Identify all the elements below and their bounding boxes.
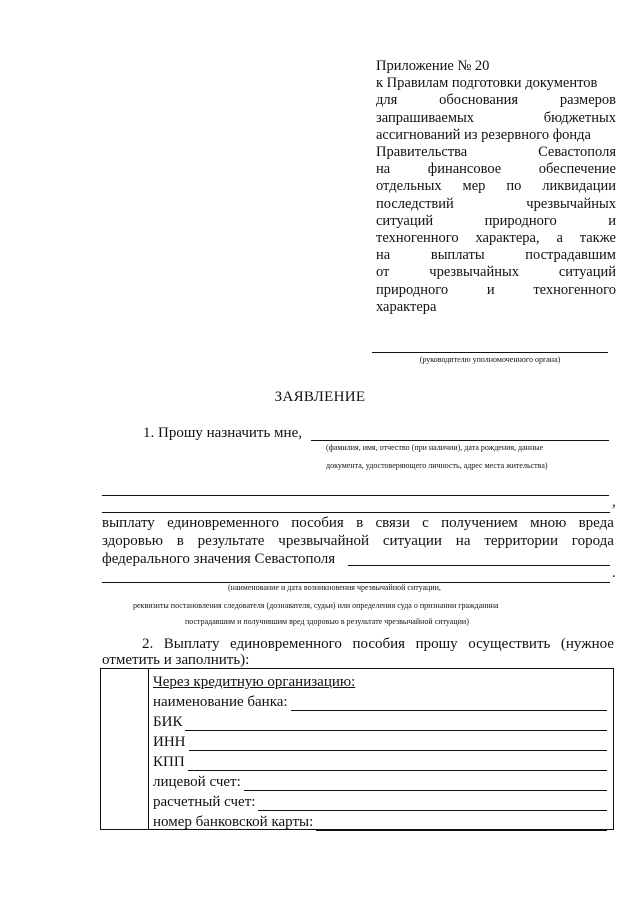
appendix-word: мер [462, 178, 486, 195]
word: прошу [415, 636, 458, 652]
appendix-line [376, 230, 616, 247]
document-title: ЗАЯВЛЕНИЕ [274, 389, 366, 405]
appendix-word: и [486, 281, 495, 298]
bank-heading: Через кредитную организацию: [153, 674, 356, 690]
appendix-word: по [506, 178, 522, 195]
emergency-caption-3: пострадавшим и получившим вред здоровью в результате чрезвычайной ситуации) [185, 617, 469, 626]
appendix-word: чрезвычайных [429, 264, 519, 281]
word: города [571, 533, 614, 549]
emergency-field-line-2[interactable] [102, 568, 610, 583]
bik-field[interactable] [185, 717, 607, 731]
request-label: 1. Прошу назначить мне, [143, 425, 302, 441]
appendix-line [376, 144, 616, 161]
kpp-row [153, 751, 607, 771]
recipient-caption: (руководителю уполномоченного органа) [419, 355, 561, 364]
appendix-word: и [608, 212, 616, 229]
word: единовременного [230, 636, 342, 652]
word: территории [484, 533, 558, 549]
settlement-account-field[interactable] [258, 797, 607, 811]
appendix-word: чрезвычайных [526, 195, 616, 212]
inn-field[interactable] [189, 737, 608, 751]
appendix-word: также [579, 230, 616, 247]
word: в [356, 515, 364, 531]
appendix-line [376, 161, 616, 178]
word: Выплату [163, 636, 220, 652]
word: 2. [142, 636, 154, 652]
word: с [422, 515, 429, 531]
personal-account-label: лицевой счет: [153, 774, 241, 790]
bank-name-label: наименование банка: [153, 694, 288, 710]
appendix-line [376, 247, 616, 264]
appendix-word: обеспечение [538, 161, 616, 178]
word: единовременного [167, 515, 279, 531]
appendix-word: размеров [559, 92, 616, 109]
bank-name-row [153, 691, 607, 711]
appendix-line [376, 178, 616, 195]
section2-line-2: отметить и заполнить): [102, 652, 250, 668]
appendix-word: ситуаций [558, 264, 616, 281]
text-line-3: федерального значения Севастополя [102, 551, 336, 567]
text-line-1 [102, 515, 614, 532]
payment-table [100, 668, 614, 830]
applicant-field[interactable] [311, 426, 609, 441]
word: на [455, 533, 471, 549]
inn-row [153, 731, 607, 751]
appendix-word: бюджетных [543, 109, 616, 126]
appendix-word: характера, [475, 230, 540, 247]
appendix-line [376, 264, 616, 281]
emergency-caption-1: (наименование и дата возникновения чрезвычайной ситуации, [228, 583, 441, 592]
applicant-field-line-3[interactable] [102, 498, 610, 513]
card-number-label: номер банковской карты: [153, 814, 314, 830]
appendix-line: к Правилам подготовки документов [376, 75, 598, 92]
comma-mark: , [612, 494, 616, 510]
word: выплату [102, 515, 155, 531]
appendix-word: техногенного [533, 281, 616, 298]
bank-name-field[interactable] [291, 697, 607, 711]
word: в [176, 533, 184, 549]
bik-row [153, 711, 607, 731]
appendix-line: характера [376, 298, 437, 315]
settlement-account-row [153, 791, 607, 811]
emergency-caption-2: реквизиты постановления следователя (дознавателя, судьи) или определения суда о признании гражданина [133, 601, 499, 610]
appendix-line [376, 196, 616, 213]
appendix-word: Севастополя [538, 144, 616, 161]
appendix-word: отдельных [376, 178, 442, 195]
word: вреда [578, 515, 614, 531]
person-caption-2: документа, удостоверяющего личность, адрес места жительства) [326, 461, 548, 470]
applicant-field-line-2[interactable] [102, 481, 609, 496]
settlement-account-label: расчетный счет: [153, 794, 256, 810]
word: осуществить [468, 636, 551, 652]
appendix-line: ассигнований из резервного фонда [376, 126, 591, 143]
kpp-field[interactable] [188, 757, 607, 771]
appendix-word: финансовое [427, 161, 502, 178]
word: результате [197, 533, 265, 549]
word: мною [530, 515, 567, 531]
payment-method-checkbox[interactable] [101, 669, 149, 829]
appendix-line [376, 282, 616, 299]
appendix-word: ситуаций [376, 212, 434, 229]
word: чрезвычайной [278, 533, 370, 549]
word: ситуации [382, 533, 442, 549]
word: пособия [291, 515, 344, 531]
period-mark: . [612, 565, 616, 581]
appendix-line: Приложение № 20 [376, 58, 490, 74]
appendix-word: техногенного [376, 230, 459, 247]
appendix-word: а [556, 230, 563, 247]
appendix-word: запрашиваемых [376, 109, 475, 126]
appendix-word: выплаты [430, 247, 485, 264]
appendix-word: ликвидации [542, 178, 616, 195]
recipient-line[interactable] [372, 352, 608, 353]
card-number-row [153, 811, 607, 831]
word: (нужное [560, 636, 614, 652]
word: пособия [352, 636, 406, 652]
appendix-word: на [376, 161, 391, 178]
bank-heading-row [153, 671, 607, 691]
appendix-word: обоснования [439, 92, 519, 109]
appendix-word: для [376, 92, 398, 109]
personal-account-field[interactable] [244, 777, 607, 791]
emergency-field[interactable] [348, 551, 610, 566]
appendix-word: Правительства [376, 144, 468, 161]
appendix-line [376, 213, 616, 230]
card-number-field[interactable] [316, 817, 607, 831]
section2-line-1 [142, 636, 614, 653]
personal-account-row [153, 771, 607, 791]
appendix-word: природного [484, 212, 557, 229]
appendix-word: природного [376, 281, 449, 298]
text-line-2 [102, 533, 614, 550]
appendix-word: от [376, 264, 390, 281]
bik-label: БИК [153, 714, 183, 730]
appendix-word: на [376, 247, 391, 264]
appendix-line [376, 110, 616, 127]
inn-label: ИНН [153, 734, 186, 750]
kpp-label: КПП [153, 754, 185, 770]
word: получением [441, 515, 518, 531]
person-caption-1: (фамилия, имя, отчество (при наличии), дата рождения, данные [326, 443, 544, 452]
word: здоровью [102, 533, 163, 549]
appendix-word: последствий [376, 195, 454, 212]
word: связи [375, 515, 410, 531]
appendix-block [376, 58, 616, 316]
appendix-line [376, 92, 616, 109]
appendix-word: пострадавшим [525, 247, 616, 264]
